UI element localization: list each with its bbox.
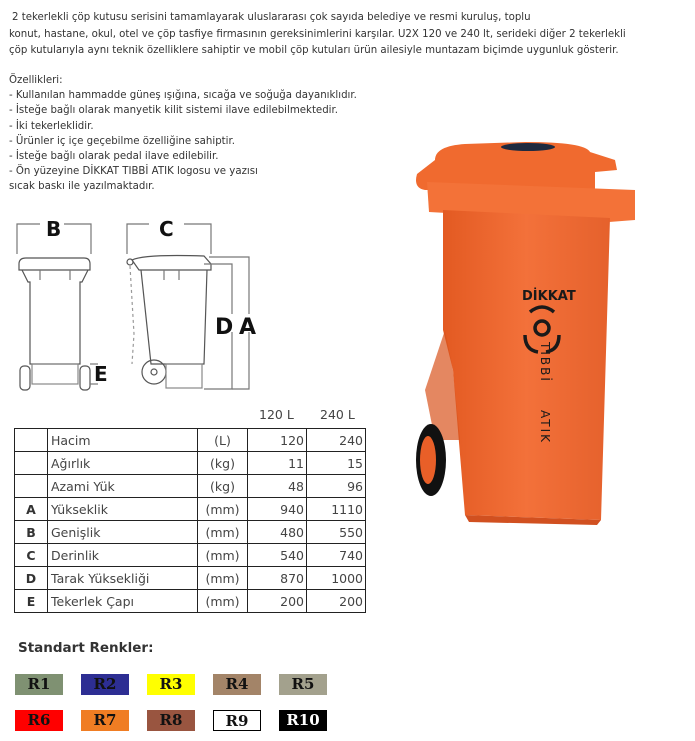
feature-item: - İki tekerleklidir. (9, 120, 94, 132)
row-unit: (mm) (198, 567, 248, 590)
row-name: Tekerlek Çapı (48, 590, 198, 613)
row-unit: (mm) (198, 521, 248, 544)
feature-item: - Ön yüzeyine DİKKAT TIBBİ ATIK logosu ve yazısı (9, 166, 258, 178)
label-a: A (239, 315, 257, 340)
color-swatch-r2: R2 (81, 674, 129, 695)
bin-label-dikkat: DİKKAT (522, 289, 576, 304)
row-key (15, 475, 48, 498)
row-unit: (mm) (198, 498, 248, 521)
row-unit: (kg) (198, 452, 248, 475)
row-value-120: 480 (248, 521, 307, 544)
spec-table (14, 428, 366, 613)
row-value-120: 870 (248, 567, 307, 590)
color-swatch-r3: R3 (147, 674, 195, 695)
row-key (15, 429, 48, 452)
bin-label-atik (538, 410, 552, 444)
row-name: Hacim (48, 429, 198, 452)
row-value-120: 48 (248, 475, 307, 498)
row-value-120: 940 (248, 498, 307, 521)
row-value-240: 240 (307, 429, 366, 452)
row-unit: (L) (198, 429, 248, 452)
feature-item: - Ürünler iç içe geçebilme özelliğine sahiptir. (9, 135, 235, 147)
color-swatch-r8: R8 (147, 710, 195, 731)
col-header-120: 120 L (259, 407, 294, 422)
row-key: D (15, 567, 48, 590)
row-value-240: 550 (307, 521, 366, 544)
color-swatch-r7: R7 (81, 710, 129, 731)
row-unit: (mm) (198, 590, 248, 613)
table-row (15, 567, 366, 590)
col-header-240: 240 L (320, 407, 355, 422)
feature-item: - Kullanılan hammadde güneş ışığına, sıcağa ve soğuğa dayanıklıdır. (9, 90, 357, 102)
label-c: C (159, 217, 174, 241)
row-name: Tarak Yüksekliği (48, 567, 198, 590)
color-swatch-r9: R9 (213, 710, 261, 731)
row-key: C (15, 544, 48, 567)
table-row (15, 498, 366, 521)
row-value-240: 15 (307, 452, 366, 475)
row-value-120: 200 (248, 590, 307, 613)
color-swatch-r6: R6 (15, 710, 63, 731)
row-unit: (kg) (198, 475, 248, 498)
intro-line: 2 tekerlekli çöp kutusu serisini tamamlayarak uluslararası çok sayıda belediye ve resmi kuruluş, toplu (12, 12, 531, 23)
table-row (15, 429, 366, 452)
row-value-120: 11 (248, 452, 307, 475)
label-d: D (215, 315, 234, 340)
color-swatch-r4: R4 (213, 674, 261, 695)
table-row (15, 452, 366, 475)
intro-line: konut, hastane, okul, otel ve çöp tasfiye firmasının gereksinimlerini karşılar. U2X 120 ve 240 lt, serideki diğer 2 tekerlekli (9, 28, 626, 40)
bin-label-tibbi-atik (538, 341, 553, 383)
row-name: Genişlik (48, 521, 198, 544)
table-row (15, 590, 366, 613)
row-key (15, 452, 48, 475)
table-row (15, 521, 366, 544)
feature-item: sıcak baskı ile yazılmaktadır. (9, 181, 155, 193)
label-b: B (46, 217, 62, 241)
row-name: Yükseklik (48, 498, 198, 521)
standard-colors-title: Standart Renkler: (18, 640, 154, 656)
color-swatch-r5: R5 (279, 674, 327, 695)
row-value-240: 200 (307, 590, 366, 613)
row-key: B (15, 521, 48, 544)
row-name: Ağırlık (48, 452, 198, 475)
row-unit: (mm) (198, 544, 248, 567)
wheel (416, 424, 446, 496)
feature-item: - İsteğe bağlı olarak manyetik kilit sistemi ilave edilebilmektedir. (9, 105, 338, 117)
row-key: A (15, 498, 48, 521)
row-value-120: 120 (248, 429, 307, 452)
row-name: Azami Yük (48, 475, 198, 498)
label-e: E (94, 362, 108, 386)
row-value-120: 540 (248, 544, 307, 567)
front-view-drawing (17, 224, 98, 390)
product-image-medical-waste-bin (405, 130, 645, 530)
row-name: Derinlik (48, 544, 198, 567)
feature-item: - İsteğe bağlı olarak pedal ilave edilebilir. (9, 151, 219, 163)
intro-line: çöp kutularıyla aynı teknik özelliklere sahiptir ve mobil çöp kutuları ürün ailesiyle muntazam biçimde uygunluk gösterir. (9, 45, 619, 56)
side-view-drawing (127, 224, 249, 389)
row-value-240: 1000 (307, 567, 366, 590)
dimension-diagram (14, 214, 264, 394)
row-value-240: 1110 (307, 498, 366, 521)
intro-paragraph (9, 10, 691, 60)
color-swatch-r1: R1 (15, 674, 63, 695)
table-row (15, 475, 366, 498)
row-value-240: 740 (307, 544, 366, 567)
bin-label-atik-text: ATIK (538, 410, 552, 445)
features-title: Özellikleri: (9, 75, 63, 86)
table-row (15, 544, 366, 567)
features-list (9, 73, 357, 195)
row-key: E (15, 590, 48, 613)
bin-label-tibbi: TIBBİ (538, 342, 552, 383)
color-swatch-r10: R10 (279, 710, 327, 731)
row-value-240: 96 (307, 475, 366, 498)
